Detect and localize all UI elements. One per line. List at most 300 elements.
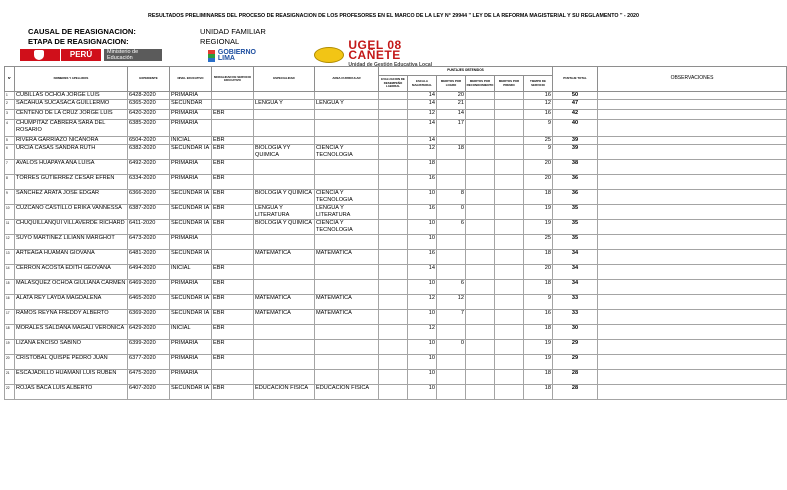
especialidad-cell: BIOLOGIA Y QUIMICA	[254, 190, 315, 205]
reconocimiento-cell	[466, 295, 495, 310]
observaciones-cell	[598, 110, 787, 120]
tiempo-cell: 25	[524, 235, 553, 250]
area-cell	[315, 325, 379, 340]
teacher-name: CENTENO DE LA CRUZ JORGE LUIS	[15, 110, 128, 120]
row-number: 20	[5, 355, 15, 370]
observaciones-cell	[598, 220, 787, 235]
logro-cell	[437, 160, 466, 175]
table-row	[5, 190, 787, 205]
premio-cell	[495, 205, 524, 220]
reconocimiento-cell	[466, 92, 495, 100]
causal-value: UNIDAD FAMILIAR	[200, 27, 266, 36]
escala-cell: 10	[408, 235, 437, 250]
area-cell: CIENCIA Y TECNOLOGIA	[315, 190, 379, 205]
expediente-cell: 6429-2020	[128, 325, 170, 340]
logro-cell: 18	[437, 145, 466, 160]
table-row	[5, 175, 787, 190]
teacher-name: RIVERA GARRIAZO NICANORA	[15, 137, 128, 145]
especialidad-cell	[254, 92, 315, 100]
logro-cell	[437, 235, 466, 250]
especialidad-cell: MATEMATICA	[254, 295, 315, 310]
total-cell: 39	[553, 145, 598, 160]
tiempo-cell: 18	[524, 385, 553, 400]
row-number: 6	[5, 145, 15, 160]
modalidad-cell: EBR	[212, 220, 254, 235]
nivel-cell: PRIMARIA	[170, 340, 212, 355]
col-reconocimiento: MERITOS POR RECONOCIMIENTO	[466, 76, 495, 92]
desempeno-cell	[379, 160, 408, 175]
total-cell: 34	[553, 250, 598, 265]
teacher-name: CHUMPITAZ CABRERA SARA DEL ROSARIO	[15, 120, 128, 137]
total-cell: 40	[553, 120, 598, 137]
especialidad-cell	[254, 137, 315, 145]
especialidad-cell	[254, 265, 315, 280]
escala-cell: 12	[408, 325, 437, 340]
area-cell	[315, 280, 379, 295]
row-number: 22	[5, 385, 15, 400]
logro-cell: 6	[437, 220, 466, 235]
desempeno-cell	[379, 250, 408, 265]
teacher-name: ESCAJADILLO HUAMANI LUIS RUBEN	[15, 370, 128, 385]
nivel-cell: SECUNDAR IA	[170, 205, 212, 220]
area-cell: LENGUA Y	[315, 100, 379, 110]
especialidad-cell: LENGUA Y LITERATURA	[254, 205, 315, 220]
premio-cell	[495, 235, 524, 250]
premio-cell	[495, 280, 524, 295]
modalidad-cell: EBR	[212, 175, 254, 190]
tiempo-cell: 18	[524, 325, 553, 340]
expediente-cell: 6382-2020	[128, 145, 170, 160]
table-row	[5, 250, 787, 265]
modalidad-cell: EBR	[212, 280, 254, 295]
reconocimiento-cell	[466, 250, 495, 265]
row-number: 3	[5, 110, 15, 120]
reconocimiento-cell	[466, 190, 495, 205]
total-cell: 47	[553, 100, 598, 110]
escala-cell: 18	[408, 160, 437, 175]
tiempo-cell: 19	[524, 220, 553, 235]
teacher-name: CUBILLAS OCHOA JORGE LUIS	[15, 92, 128, 100]
especialidad-cell	[254, 355, 315, 370]
col-logro: MERITOS POR LOGRO	[437, 76, 466, 92]
table-body	[5, 92, 787, 400]
row-number: 12	[5, 235, 15, 250]
area-cell: MATEMATICA	[315, 310, 379, 325]
nivel-cell: PRIMARIA	[170, 370, 212, 385]
expediente-cell: 6387-2020	[128, 205, 170, 220]
total-cell: 30	[553, 325, 598, 340]
area-cell: MATEMATICA	[315, 250, 379, 265]
col-premio: MERITOS POR PREMIO	[495, 76, 524, 92]
escala-cell: 10	[408, 340, 437, 355]
especialidad-cell: MATEMATICA	[254, 250, 315, 265]
escala-cell: 10	[408, 220, 437, 235]
observaciones-cell	[598, 370, 787, 385]
desempeno-cell	[379, 205, 408, 220]
etapa-label: ETAPA DE REASIGNACION:	[28, 37, 129, 46]
observaciones-cell	[598, 145, 787, 160]
premio-cell	[495, 340, 524, 355]
premio-cell	[495, 100, 524, 110]
expediente-cell: 6334-2020	[128, 175, 170, 190]
logro-cell	[437, 137, 466, 145]
table-row	[5, 137, 787, 145]
teacher-name: RAMOS REYNA FREDDY ALBERTO	[15, 310, 128, 325]
expediente-cell: 6385-2020	[128, 120, 170, 137]
modalidad-cell: EBR	[212, 137, 254, 145]
area-cell	[315, 265, 379, 280]
especialidad-cell	[254, 110, 315, 120]
table-row	[5, 295, 787, 310]
tiempo-cell: 16	[524, 92, 553, 100]
desempeno-cell	[379, 235, 408, 250]
reconocimiento-cell	[466, 137, 495, 145]
nivel-cell: PRIMARIA	[170, 92, 212, 100]
desempeno-cell	[379, 325, 408, 340]
total-cell: 35	[553, 235, 598, 250]
col-puntajes: PUNTAJES OBTENIDOS	[379, 67, 553, 76]
col-escala: ESCALA MAGISTERIAL	[408, 76, 437, 92]
teacher-name: ROJAS BACA LUIS ALBERTO	[15, 385, 128, 400]
especialidad-cell: LENGUA Y	[254, 100, 315, 110]
modalidad-cell: EBR	[212, 110, 254, 120]
escala-cell: 14	[408, 265, 437, 280]
teacher-name: TORRES GUTIERREZ CESAR EFREN	[15, 175, 128, 190]
row-number: 16	[5, 295, 15, 310]
nivel-cell: PRIMARIA	[170, 160, 212, 175]
expediente-cell: 6377-2020	[128, 355, 170, 370]
table-row	[5, 355, 787, 370]
expediente-cell: 6494-2020	[128, 265, 170, 280]
total-cell: 36	[553, 190, 598, 205]
nivel-cell: SECUNDAR IA	[170, 310, 212, 325]
reconocimiento-cell	[466, 145, 495, 160]
table-row	[5, 205, 787, 220]
reconocimiento-cell	[466, 385, 495, 400]
observaciones-cell	[598, 265, 787, 280]
lima-logo-text: GOBIERNO LIMA	[217, 48, 256, 62]
desempeno-cell	[379, 190, 408, 205]
logro-cell	[437, 385, 466, 400]
modalidad-cell	[212, 370, 254, 385]
escala-cell: 16	[408, 250, 437, 265]
modalidad-cell: EBR	[212, 190, 254, 205]
col-total: PUNTAJE TOTAL	[553, 67, 598, 92]
expediente-cell: 6469-2020	[128, 280, 170, 295]
observaciones-cell	[598, 120, 787, 137]
desempeno-cell	[379, 92, 408, 100]
expediente-cell: 6481-2020	[128, 250, 170, 265]
premio-cell	[495, 175, 524, 190]
premio-cell	[495, 160, 524, 175]
logro-cell	[437, 325, 466, 340]
tiempo-cell: 16	[524, 110, 553, 120]
table-row	[5, 370, 787, 385]
reconocimiento-cell	[466, 205, 495, 220]
escala-cell: 16	[408, 205, 437, 220]
tiempo-cell: 19	[524, 340, 553, 355]
modalidad-cell	[212, 250, 254, 265]
observaciones-cell	[598, 137, 787, 145]
logro-cell: 6	[437, 280, 466, 295]
tiempo-cell: 9	[524, 295, 553, 310]
document-title: RESULTADOS PRELIMINARES DEL PROCESO DE REASIGNACION DE LOS PROFESORES EN EL MARCO DE LA LEY N° 29944 " LEY DE LA REFORMA MAGISTERIAL Y SU REGLAMENTO " - 2020	[148, 13, 639, 19]
area-cell	[315, 340, 379, 355]
row-number: 7	[5, 160, 15, 175]
modalidad-cell: EBR	[212, 325, 254, 340]
tiempo-cell: 20	[524, 175, 553, 190]
escala-cell: 16	[408, 175, 437, 190]
logro-cell: 0	[437, 205, 466, 220]
total-cell: 35	[553, 220, 598, 235]
nivel-cell: PRIMARIA	[170, 120, 212, 137]
reconocimiento-cell	[466, 220, 495, 235]
ugel-logo	[314, 38, 452, 68]
observaciones-cell	[598, 160, 787, 175]
col-especialidad: ESPECIALIDAD	[254, 67, 315, 92]
col-area: AREA CURRICULAR	[315, 67, 379, 92]
expediente-cell: 6475-2020	[128, 370, 170, 385]
table-row	[5, 120, 787, 137]
premio-cell	[495, 145, 524, 160]
reconocimiento-cell	[466, 160, 495, 175]
area-cell	[315, 355, 379, 370]
expediente-cell: 6428-2020	[128, 92, 170, 100]
nivel-cell: PRIMARIA	[170, 175, 212, 190]
row-number: 4	[5, 120, 15, 137]
nivel-cell: SECUNDAR IA	[170, 250, 212, 265]
especialidad-cell	[254, 120, 315, 137]
modalidad-cell: EBR	[212, 310, 254, 325]
modalidad-cell: EBR	[212, 295, 254, 310]
total-cell: 34	[553, 265, 598, 280]
escala-cell: 14	[408, 137, 437, 145]
logro-cell: 0	[437, 340, 466, 355]
ministerio-logo: Ministerio de Educación	[104, 49, 162, 61]
desempeno-cell	[379, 280, 408, 295]
col-nombres: NOMBRES Y APELLIDOS	[15, 67, 128, 92]
tiempo-cell: 19	[524, 205, 553, 220]
escala-cell: 14	[408, 92, 437, 100]
total-cell: 35	[553, 205, 598, 220]
logro-cell: 17	[437, 120, 466, 137]
nivel-cell: SECUNDAR IA	[170, 190, 212, 205]
teacher-name: SUYO MARTINEZ LILIANN MARGHOT	[15, 235, 128, 250]
tiempo-cell: 18	[524, 280, 553, 295]
especialidad-cell: BIOLOGIA Y QUIMICA	[254, 220, 315, 235]
nivel-cell: SECUNDAR IA	[170, 220, 212, 235]
escala-cell: 12	[408, 295, 437, 310]
col-nivel: NIVEL EDUCATIVO	[170, 67, 212, 92]
desempeno-cell	[379, 220, 408, 235]
col-n: N°	[5, 67, 15, 92]
tiempo-cell: 18	[524, 190, 553, 205]
escala-cell: 14	[408, 100, 437, 110]
escala-cell: 12	[408, 145, 437, 160]
row-number: 18	[5, 325, 15, 340]
nivel-cell: INICIAL	[170, 137, 212, 145]
escala-cell: 10	[408, 370, 437, 385]
premio-cell	[495, 110, 524, 120]
row-number: 1	[5, 92, 15, 100]
row-number: 5	[5, 137, 15, 145]
modalidad-cell	[212, 100, 254, 110]
nivel-cell: INICIAL	[170, 325, 212, 340]
row-number: 11	[5, 220, 15, 235]
table-row	[5, 100, 787, 110]
teacher-name: CRISTOBAL QUISPE PEDRO JUAN	[15, 355, 128, 370]
logro-cell	[437, 175, 466, 190]
premio-cell	[495, 250, 524, 265]
reconocimiento-cell	[466, 175, 495, 190]
desempeno-cell	[379, 110, 408, 120]
reconocimiento-cell	[466, 110, 495, 120]
area-cell	[315, 235, 379, 250]
observaciones-cell	[598, 295, 787, 310]
total-cell: 34	[553, 280, 598, 295]
tiempo-cell: 20	[524, 160, 553, 175]
table-row	[5, 280, 787, 295]
especialidad-cell	[254, 370, 315, 385]
observaciones-cell	[598, 100, 787, 110]
reconocimiento-cell	[466, 355, 495, 370]
nivel-cell: PRIMARIA	[170, 235, 212, 250]
row-number: 13	[5, 250, 15, 265]
results-table	[4, 66, 787, 400]
premio-cell	[495, 92, 524, 100]
premio-cell	[495, 220, 524, 235]
escala-cell: 14	[408, 120, 437, 137]
row-number: 15	[5, 280, 15, 295]
table-row	[5, 110, 787, 120]
expediente-cell: 6420-2020	[128, 110, 170, 120]
modalidad-cell	[212, 235, 254, 250]
modalidad-cell: EBR	[212, 205, 254, 220]
nivel-cell: SECUNDAR IA	[170, 295, 212, 310]
desempeno-cell	[379, 370, 408, 385]
tiempo-cell: 19	[524, 355, 553, 370]
reconocimiento-cell	[466, 310, 495, 325]
desempeno-cell	[379, 175, 408, 190]
logro-cell: 8	[437, 190, 466, 205]
table-row	[5, 385, 787, 400]
teacher-name: SACAHUA SUCASACA GUILLERMO	[15, 100, 128, 110]
expediente-cell: 6399-2020	[128, 340, 170, 355]
col-expediente: EXPEDIENTE	[128, 67, 170, 92]
row-number: 14	[5, 265, 15, 280]
total-cell: 33	[553, 310, 598, 325]
premio-cell	[495, 265, 524, 280]
table-row	[5, 265, 787, 280]
tiempo-cell: 25	[524, 137, 553, 145]
expediente-cell: 6411-2020	[128, 220, 170, 235]
especialidad-cell	[254, 325, 315, 340]
area-cell: CIENCIA Y TECNOLOGIA	[315, 145, 379, 160]
modalidad-cell	[212, 120, 254, 137]
desempeno-cell	[379, 137, 408, 145]
nivel-cell: PRIMARIA	[170, 280, 212, 295]
reconocimiento-cell	[466, 370, 495, 385]
logro-cell: 20	[437, 92, 466, 100]
teacher-name: AVALOS HUAPAYA ANA LUISA	[15, 160, 128, 175]
table-row	[5, 325, 787, 340]
premio-cell	[495, 295, 524, 310]
table-row	[5, 92, 787, 100]
observaciones-cell	[598, 205, 787, 220]
modalidad-cell: EBR	[212, 340, 254, 355]
logro-cell	[437, 355, 466, 370]
gobierno-lima-logo	[208, 49, 256, 62]
expediente-cell: 6365-2020	[128, 100, 170, 110]
row-number: 17	[5, 310, 15, 325]
tiempo-cell: 16	[524, 310, 553, 325]
desempeno-cell	[379, 310, 408, 325]
area-cell: MATEMATICA	[315, 295, 379, 310]
logro-cell: 21	[437, 100, 466, 110]
peru-logo: PERÚ	[61, 49, 101, 61]
col-desempeno: EVALUACION DE DESEMPEÑO LABORAL	[379, 76, 408, 92]
total-cell: 33	[553, 295, 598, 310]
observaciones-cell	[598, 340, 787, 355]
area-cell	[315, 160, 379, 175]
reconocimiento-cell	[466, 340, 495, 355]
table-row	[5, 340, 787, 355]
premio-cell	[495, 310, 524, 325]
lima-bars-icon	[208, 50, 215, 62]
total-cell: 42	[553, 110, 598, 120]
observaciones-cell	[598, 235, 787, 250]
table-row	[5, 220, 787, 235]
logro-cell	[437, 265, 466, 280]
expediente-cell: 6492-2020	[128, 160, 170, 175]
desempeno-cell	[379, 265, 408, 280]
reconocimiento-cell	[466, 120, 495, 137]
desempeno-cell	[379, 355, 408, 370]
total-cell: 28	[553, 385, 598, 400]
escala-cell: 10	[408, 280, 437, 295]
table-row	[5, 145, 787, 160]
col-tiempo: TIEMPO DE SERVICIO	[524, 76, 553, 92]
modalidad-cell	[212, 92, 254, 100]
expediente-cell: 6473-2020	[128, 235, 170, 250]
observaciones-cell	[598, 310, 787, 325]
especialidad-cell: EDUCACION FISICA	[254, 385, 315, 400]
reconocimiento-cell	[466, 100, 495, 110]
premio-cell	[495, 120, 524, 137]
total-cell: 28	[553, 370, 598, 385]
teacher-name: LIZANA ENCISO SABINO	[15, 340, 128, 355]
nivel-cell: INICIAL	[170, 265, 212, 280]
tiempo-cell: 9	[524, 145, 553, 160]
area-cell	[315, 110, 379, 120]
especialidad-cell: MATEMATICA	[254, 310, 315, 325]
table-row	[5, 160, 787, 175]
teacher-name: ALATA REY LAYDA MAGDALENA	[15, 295, 128, 310]
total-cell: 29	[553, 340, 598, 355]
shield-icon	[34, 50, 44, 60]
total-cell: 29	[553, 355, 598, 370]
observaciones-cell	[598, 355, 787, 370]
area-cell	[315, 137, 379, 145]
premio-cell	[495, 325, 524, 340]
tiempo-cell: 12	[524, 100, 553, 110]
expediente-cell: 6504-2020	[128, 137, 170, 145]
reconocimiento-cell	[466, 235, 495, 250]
expediente-cell: 6407-2020	[128, 385, 170, 400]
area-cell	[315, 92, 379, 100]
especialidad-cell	[254, 280, 315, 295]
modalidad-cell: EBR	[212, 385, 254, 400]
